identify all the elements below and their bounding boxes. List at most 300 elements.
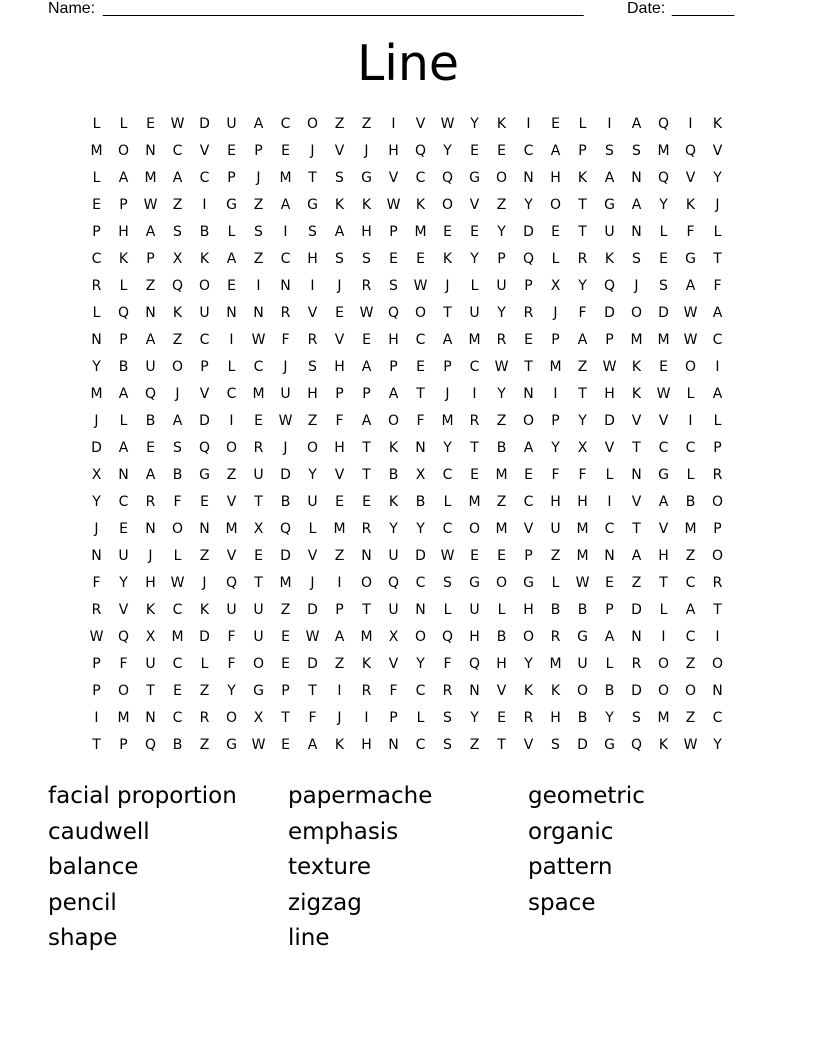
grid-letter[interactable]: R <box>91 602 102 618</box>
grid-letter[interactable]: O <box>117 143 130 159</box>
grid-letter[interactable]: Q <box>657 116 670 132</box>
grid-letter[interactable]: W <box>278 413 293 429</box>
grid-letter[interactable]: G <box>523 575 534 591</box>
grid-letter[interactable]: N <box>145 305 156 321</box>
grid-letter[interactable]: T <box>254 575 263 591</box>
grid-letter[interactable]: P <box>92 656 101 672</box>
grid-letter[interactable]: B <box>604 683 615 699</box>
grid-letter[interactable]: P <box>92 224 101 240</box>
grid-letter[interactable]: S <box>443 575 452 591</box>
grid-letter[interactable]: E <box>173 683 182 699</box>
grid-letter[interactable]: V <box>658 521 669 537</box>
grid-letter[interactable]: C <box>442 521 453 537</box>
grid-letter[interactable]: Q <box>630 737 643 753</box>
grid-letter[interactable]: A <box>118 440 129 456</box>
grid-letter[interactable]: B <box>172 467 183 483</box>
grid-letter[interactable]: C <box>523 494 534 510</box>
grid-letter[interactable]: V <box>334 143 345 159</box>
grid-letter[interactable]: T <box>578 224 587 240</box>
grid-letter[interactable]: P <box>119 197 128 213</box>
grid-letter[interactable]: N <box>712 683 723 699</box>
grid-letter[interactable]: A <box>685 602 696 618</box>
grid-letter[interactable]: P <box>92 683 101 699</box>
grid-letter[interactable]: L <box>686 467 695 483</box>
grid-letter[interactable]: I <box>526 116 531 132</box>
grid-letter[interactable]: D <box>91 440 102 456</box>
grid-letter[interactable]: Y <box>92 359 101 375</box>
grid-letter[interactable]: P <box>551 413 560 429</box>
grid-letter[interactable]: T <box>92 737 101 753</box>
grid-letter[interactable]: R <box>523 710 534 726</box>
grid-letter[interactable]: H <box>334 359 345 375</box>
grid-letter[interactable]: K <box>712 116 723 132</box>
grid-letter[interactable]: S <box>173 224 182 240</box>
grid-letter[interactable]: V <box>307 305 318 321</box>
grid-letter[interactable]: K <box>550 683 561 699</box>
grid-letter[interactable]: U <box>496 278 507 294</box>
grid-letter[interactable]: K <box>361 197 372 213</box>
grid-letter[interactable]: I <box>256 278 261 294</box>
grid-letter[interactable]: D <box>199 116 210 132</box>
grid-letter[interactable]: F <box>308 710 317 726</box>
grid-letter[interactable]: Q <box>225 575 238 591</box>
grid-letter[interactable]: E <box>443 224 452 240</box>
grid-letter[interactable]: N <box>145 143 156 159</box>
grid-letter[interactable]: D <box>307 602 318 618</box>
grid-letter[interactable]: N <box>523 170 534 186</box>
grid-letter[interactable]: O <box>522 629 535 645</box>
grid-letter[interactable]: A <box>280 197 291 213</box>
grid-letter[interactable]: B <box>199 224 210 240</box>
grid-letter[interactable]: A <box>334 629 345 645</box>
grid-letter[interactable]: V <box>523 521 534 537</box>
grid-letter[interactable]: Z <box>280 602 291 618</box>
grid-letter[interactable]: T <box>713 251 722 267</box>
grid-letter[interactable]: H <box>118 224 129 240</box>
grid-letter[interactable]: L <box>470 278 479 294</box>
grid-letter[interactable]: G <box>577 629 588 645</box>
grid-letter[interactable]: U <box>307 494 318 510</box>
grid-letter[interactable]: W <box>602 359 617 375</box>
grid-letter[interactable]: P <box>578 143 587 159</box>
grid-letter[interactable]: N <box>226 305 237 321</box>
grid-letter[interactable]: J <box>256 170 261 186</box>
grid-letter[interactable]: T <box>308 170 317 186</box>
grid-letter[interactable]: E <box>227 143 236 159</box>
grid-letter[interactable]: N <box>631 224 642 240</box>
grid-letter[interactable]: Z <box>496 197 507 213</box>
grid-letter[interactable]: A <box>307 737 318 753</box>
grid-letter[interactable]: E <box>470 224 479 240</box>
grid-letter[interactable]: T <box>632 521 641 537</box>
grid-letter[interactable]: C <box>280 251 291 267</box>
grid-letter[interactable]: U <box>118 548 129 564</box>
grid-letter[interactable]: E <box>659 359 668 375</box>
grid-letter[interactable]: H <box>550 170 561 186</box>
grid-letter[interactable]: L <box>497 602 506 618</box>
grid-letter[interactable]: O <box>441 197 454 213</box>
grid-letter[interactable]: G <box>253 683 264 699</box>
grid-letter[interactable]: C <box>172 602 183 618</box>
grid-letter[interactable]: N <box>631 629 642 645</box>
grid-letter[interactable]: Y <box>416 521 425 537</box>
grid-letter[interactable]: E <box>281 143 290 159</box>
grid-letter[interactable]: Z <box>307 413 318 429</box>
grid-letter[interactable]: E <box>524 467 533 483</box>
grid-letter[interactable]: Q <box>657 170 670 186</box>
grid-letter[interactable]: F <box>335 413 344 429</box>
grid-letter[interactable]: L <box>173 548 182 564</box>
grid-letter[interactable]: Z <box>199 548 210 564</box>
grid-letter[interactable]: L <box>551 251 560 267</box>
grid-letter[interactable]: Z <box>226 467 237 483</box>
grid-letter[interactable]: I <box>472 386 477 402</box>
grid-letter[interactable]: Y <box>443 440 452 456</box>
grid-letter[interactable]: T <box>470 440 479 456</box>
grid-letter[interactable]: L <box>119 116 128 132</box>
grid-letter[interactable]: T <box>659 575 668 591</box>
grid-letter[interactable]: N <box>415 440 426 456</box>
grid-letter[interactable]: Z <box>577 359 588 375</box>
grid-letter[interactable]: S <box>551 737 560 753</box>
grid-letter[interactable]: E <box>497 710 506 726</box>
grid-letter[interactable]: R <box>361 683 372 699</box>
grid-letter[interactable]: L <box>92 116 101 132</box>
grid-letter[interactable]: B <box>280 494 291 510</box>
grid-letter[interactable]: V <box>631 413 642 429</box>
grid-letter[interactable]: C <box>118 494 129 510</box>
grid-letter[interactable]: H <box>604 386 615 402</box>
grid-letter[interactable]: Y <box>524 656 533 672</box>
grid-letter[interactable]: O <box>495 170 508 186</box>
grid-letter[interactable]: J <box>337 278 342 294</box>
grid-letter[interactable]: E <box>362 332 371 348</box>
grid-letter[interactable]: Z <box>253 197 264 213</box>
grid-letter[interactable]: V <box>631 494 642 510</box>
grid-letter[interactable]: K <box>631 386 642 402</box>
grid-letter[interactable]: U <box>388 548 399 564</box>
grid-letter[interactable]: J <box>148 548 153 564</box>
grid-letter[interactable]: Z <box>685 548 696 564</box>
grid-letter[interactable]: O <box>360 575 373 591</box>
grid-letter[interactable]: W <box>251 332 266 348</box>
grid-letter[interactable]: C <box>712 710 723 726</box>
grid-letter[interactable]: U <box>604 224 615 240</box>
grid-letter[interactable]: J <box>94 413 99 429</box>
grid-letter[interactable]: G <box>604 737 615 753</box>
grid-letter[interactable]: E <box>254 548 263 564</box>
grid-letter[interactable]: K <box>442 251 453 267</box>
grid-letter[interactable]: K <box>388 440 399 456</box>
grid-letter[interactable]: W <box>386 197 401 213</box>
grid-letter[interactable]: M <box>225 521 238 537</box>
grid-letter[interactable]: E <box>551 116 560 132</box>
grid-letter[interactable]: C <box>415 737 426 753</box>
grid-letter[interactable]: I <box>283 224 288 240</box>
grid-letter[interactable]: Z <box>334 116 345 132</box>
grid-letter[interactable]: W <box>170 116 185 132</box>
grid-letter[interactable]: A <box>523 440 534 456</box>
grid-letter[interactable]: Y <box>605 710 614 726</box>
grid-letter[interactable]: B <box>388 467 399 483</box>
grid-letter[interactable]: S <box>443 710 452 726</box>
grid-letter[interactable]: A <box>226 251 237 267</box>
grid-letter[interactable]: S <box>605 143 614 159</box>
grid-letter[interactable]: I <box>364 710 369 726</box>
grid-letter[interactable]: Q <box>279 521 292 537</box>
grid-letter[interactable]: F <box>578 467 587 483</box>
grid-letter[interactable]: T <box>362 467 371 483</box>
grid-letter[interactable]: A <box>712 305 723 321</box>
grid-letter[interactable]: R <box>523 305 534 321</box>
grid-letter[interactable]: R <box>442 683 453 699</box>
grid-letter[interactable]: Y <box>92 494 101 510</box>
grid-letter[interactable]: K <box>199 251 210 267</box>
grid-letter[interactable]: E <box>146 440 155 456</box>
grid-letter[interactable]: J <box>715 197 720 213</box>
grid-letter[interactable]: N <box>523 386 534 402</box>
grid-letter[interactable]: K <box>334 197 345 213</box>
grid-letter[interactable]: I <box>310 278 315 294</box>
grid-letter[interactable]: Y <box>578 413 587 429</box>
grid-letter[interactable]: Y <box>470 710 479 726</box>
grid-letter[interactable]: F <box>551 467 560 483</box>
grid-letter[interactable]: N <box>253 305 264 321</box>
grid-letter[interactable]: P <box>335 602 344 618</box>
grid-letter[interactable]: M <box>657 710 670 726</box>
grid-letter[interactable]: M <box>441 413 454 429</box>
grid-letter[interactable]: V <box>334 332 345 348</box>
grid-letter[interactable]: V <box>712 143 723 159</box>
grid-letter[interactable]: U <box>469 602 480 618</box>
grid-letter[interactable]: A <box>145 467 156 483</box>
grid-letter[interactable]: O <box>576 683 589 699</box>
grid-letter[interactable]: Z <box>631 575 642 591</box>
grid-letter[interactable]: Y <box>470 251 479 267</box>
grid-letter[interactable]: Y <box>470 116 479 132</box>
grid-letter[interactable]: O <box>468 521 481 537</box>
grid-letter[interactable]: H <box>496 656 507 672</box>
grid-letter[interactable]: V <box>334 467 345 483</box>
grid-letter[interactable]: N <box>91 332 102 348</box>
grid-letter[interactable]: M <box>279 575 292 591</box>
grid-letter[interactable]: T <box>254 494 263 510</box>
grid-letter[interactable]: A <box>145 224 156 240</box>
grid-letter[interactable]: C <box>226 386 237 402</box>
grid-letter[interactable]: O <box>711 656 724 672</box>
grid-letter[interactable]: Z <box>469 737 480 753</box>
grid-letter[interactable]: V <box>658 413 669 429</box>
grid-letter[interactable]: P <box>524 278 533 294</box>
grid-letter[interactable]: W <box>575 575 590 591</box>
grid-letter[interactable]: T <box>281 710 290 726</box>
grid-letter[interactable]: M <box>252 386 265 402</box>
grid-letter[interactable]: J <box>94 521 99 537</box>
grid-letter[interactable]: E <box>470 143 479 159</box>
grid-letter[interactable]: X <box>172 251 183 267</box>
grid-letter[interactable]: R <box>712 575 723 591</box>
grid-letter[interactable]: A <box>361 359 372 375</box>
grid-letter[interactable]: D <box>631 683 642 699</box>
grid-letter[interactable]: L <box>119 278 128 294</box>
grid-letter[interactable]: J <box>337 710 342 726</box>
grid-letter[interactable]: O <box>225 440 238 456</box>
grid-letter[interactable]: I <box>391 116 396 132</box>
grid-letter[interactable]: Q <box>117 629 130 645</box>
grid-letter[interactable]: E <box>497 548 506 564</box>
grid-letter[interactable]: M <box>90 386 103 402</box>
grid-letter[interactable]: J <box>310 575 315 591</box>
grid-letter[interactable]: O <box>657 656 670 672</box>
grid-letter[interactable]: N <box>388 737 399 753</box>
grid-letter[interactable]: S <box>632 143 641 159</box>
grid-letter[interactable]: T <box>578 197 587 213</box>
grid-letter[interactable]: J <box>634 278 639 294</box>
grid-letter[interactable]: Y <box>578 278 587 294</box>
grid-letter[interactable]: O <box>306 116 319 132</box>
grid-letter[interactable]: K <box>496 116 507 132</box>
grid-letter[interactable]: V <box>388 170 399 186</box>
grid-letter[interactable]: Y <box>308 467 317 483</box>
grid-letter[interactable]: W <box>251 737 266 753</box>
grid-letter[interactable]: H <box>550 710 561 726</box>
grid-letter[interactable]: Z <box>550 548 561 564</box>
grid-letter[interactable]: F <box>227 656 236 672</box>
grid-letter[interactable]: R <box>577 251 588 267</box>
grid-letter[interactable]: E <box>335 494 344 510</box>
name-blank[interactable]: ______________________________________________________ <box>103 0 584 17</box>
grid-letter[interactable]: I <box>229 413 234 429</box>
grid-letter[interactable]: S <box>659 278 668 294</box>
grid-letter[interactable]: S <box>173 440 182 456</box>
grid-letter[interactable]: C <box>415 683 426 699</box>
grid-letter[interactable]: T <box>713 602 722 618</box>
grid-letter[interactable]: Q <box>522 251 535 267</box>
grid-letter[interactable]: V <box>226 494 237 510</box>
grid-letter[interactable]: L <box>443 602 452 618</box>
grid-letter[interactable]: F <box>173 494 182 510</box>
grid-letter[interactable]: V <box>496 683 507 699</box>
grid-letter[interactable]: W <box>440 548 455 564</box>
grid-letter[interactable]: K <box>415 197 426 213</box>
grid-letter[interactable]: I <box>688 413 693 429</box>
grid-letter[interactable]: H <box>145 575 156 591</box>
grid-letter[interactable]: D <box>280 548 291 564</box>
grid-letter[interactable]: C <box>280 116 291 132</box>
grid-letter[interactable]: Y <box>497 386 506 402</box>
grid-letter[interactable]: M <box>414 224 427 240</box>
grid-letter[interactable]: U <box>253 629 264 645</box>
grid-letter[interactable]: O <box>306 440 319 456</box>
grid-letter[interactable]: L <box>308 521 317 537</box>
grid-letter[interactable]: N <box>469 683 480 699</box>
grid-letter[interactable]: H <box>523 602 534 618</box>
grid-letter[interactable]: Q <box>117 305 130 321</box>
grid-letter[interactable]: H <box>388 143 399 159</box>
grid-letter[interactable]: D <box>631 602 642 618</box>
grid-letter[interactable]: D <box>307 656 318 672</box>
grid-letter[interactable]: A <box>442 332 453 348</box>
grid-letter[interactable]: R <box>631 656 642 672</box>
grid-letter[interactable]: C <box>415 332 426 348</box>
grid-letter[interactable]: C <box>658 440 669 456</box>
grid-letter[interactable]: N <box>199 521 210 537</box>
grid-letter[interactable]: C <box>442 467 453 483</box>
grid-letter[interactable]: S <box>308 359 317 375</box>
grid-letter[interactable]: Z <box>199 737 210 753</box>
grid-letter[interactable]: M <box>549 656 562 672</box>
grid-letter[interactable]: B <box>577 710 588 726</box>
grid-letter[interactable]: C <box>199 332 210 348</box>
grid-letter[interactable]: S <box>335 170 344 186</box>
grid-letter[interactable]: A <box>712 386 723 402</box>
grid-letter[interactable]: Z <box>172 332 183 348</box>
grid-letter[interactable]: P <box>713 521 722 537</box>
grid-letter[interactable]: P <box>119 737 128 753</box>
grid-letter[interactable]: P <box>200 359 209 375</box>
grid-letter[interactable]: A <box>577 332 588 348</box>
grid-letter[interactable]: D <box>604 305 615 321</box>
grid-letter[interactable]: P <box>119 332 128 348</box>
grid-letter[interactable]: F <box>227 629 236 645</box>
grid-letter[interactable]: H <box>388 332 399 348</box>
grid-letter[interactable]: F <box>713 278 722 294</box>
grid-letter[interactable]: O <box>171 521 184 537</box>
grid-letter[interactable]: V <box>685 170 696 186</box>
grid-letter[interactable]: X <box>550 278 561 294</box>
grid-letter[interactable]: L <box>416 710 425 726</box>
grid-letter[interactable]: A <box>604 170 615 186</box>
grid-letter[interactable]: W <box>89 629 104 645</box>
grid-letter[interactable]: U <box>253 602 264 618</box>
grid-letter[interactable]: E <box>416 251 425 267</box>
grid-letter[interactable]: L <box>119 413 128 429</box>
grid-letter[interactable]: E <box>227 278 236 294</box>
grid-letter[interactable]: E <box>92 197 101 213</box>
grid-letter[interactable]: X <box>145 629 156 645</box>
grid-letter[interactable]: E <box>416 359 425 375</box>
grid-letter[interactable]: R <box>91 278 102 294</box>
grid-letter[interactable]: F <box>443 656 452 672</box>
grid-letter[interactable]: R <box>361 521 372 537</box>
grid-letter[interactable]: C <box>172 143 183 159</box>
grid-letter[interactable]: N <box>415 602 426 618</box>
grid-letter[interactable]: C <box>685 629 696 645</box>
grid-letter[interactable]: Y <box>713 737 722 753</box>
grid-letter[interactable]: S <box>308 224 317 240</box>
grid-letter[interactable]: V <box>523 737 534 753</box>
grid-letter[interactable]: O <box>549 197 562 213</box>
grid-letter[interactable]: S <box>389 278 398 294</box>
grid-letter[interactable]: O <box>630 305 643 321</box>
grid-letter[interactable]: E <box>524 332 533 348</box>
grid-letter[interactable]: M <box>684 521 697 537</box>
grid-letter[interactable]: S <box>632 251 641 267</box>
grid-letter[interactable]: J <box>553 305 558 321</box>
grid-letter[interactable]: H <box>334 440 345 456</box>
grid-letter[interactable]: O <box>495 575 508 591</box>
grid-letter[interactable]: G <box>199 467 210 483</box>
grid-letter[interactable]: P <box>443 359 452 375</box>
grid-letter[interactable]: Y <box>659 197 668 213</box>
grid-letter[interactable]: K <box>604 251 615 267</box>
grid-letter[interactable]: W <box>359 305 374 321</box>
grid-letter[interactable]: M <box>630 332 643 348</box>
grid-letter[interactable]: B <box>145 413 156 429</box>
grid-letter[interactable]: T <box>632 440 641 456</box>
grid-letter[interactable]: W <box>494 359 509 375</box>
grid-letter[interactable]: O <box>387 413 400 429</box>
